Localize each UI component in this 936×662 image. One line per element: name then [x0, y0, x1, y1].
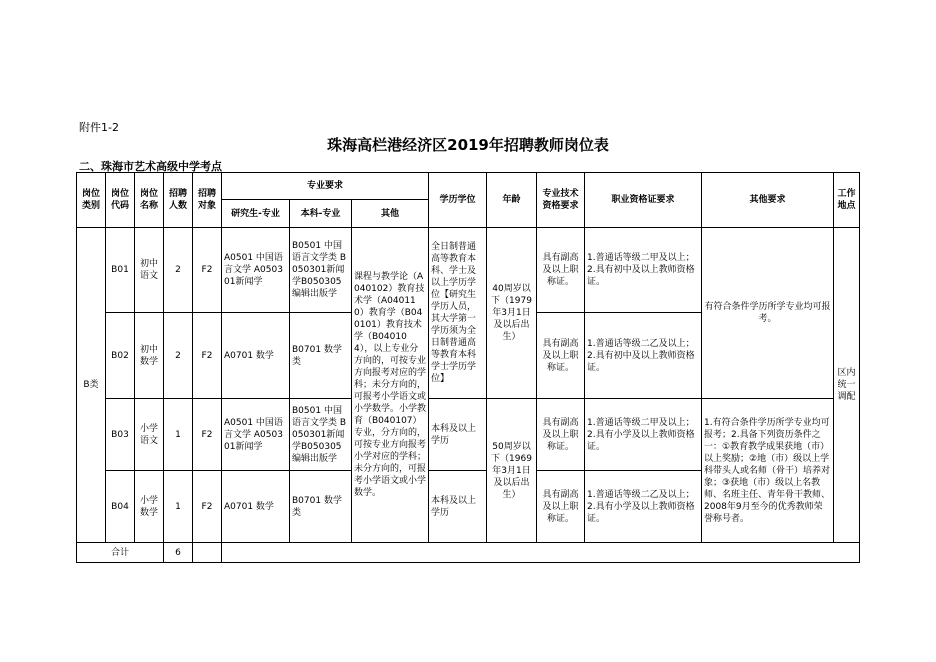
total-value: 6 [164, 543, 193, 563]
ug-major-cell: B0701 数学类 [290, 313, 352, 399]
header-row-1 [77, 173, 860, 200]
table-row [77, 228, 860, 313]
header-name: 岗位名称 [135, 173, 164, 228]
section-heading: 二、珠海市艺术高级中学考点 [79, 160, 222, 173]
header-cert: 职业资格证要求 [585, 173, 702, 228]
header-category: 岗位类别 [77, 173, 106, 228]
header-location: 工作地点 [834, 173, 860, 228]
header-major: 专业要求 [222, 173, 429, 200]
count-cell: 1 [164, 399, 193, 471]
count-cell: 1 [164, 471, 193, 543]
education-lower-cell: 本科及以上学历 [429, 471, 487, 543]
grad-major-cell: A0501 中国语言文学 A050301新闻学 [222, 399, 290, 471]
education-upper-cell: 全日制普通高等教育本科、学士及以上学历学位【研究生学历人员，其大学第一学历须为全日制普通高等教育本科学士学历学位】 [429, 228, 487, 399]
name-cell: 小学数学 [135, 471, 164, 543]
title-req-cell: 具有副高及以上职称证。 [537, 313, 585, 399]
header-grad-major: 研究生-专业 [222, 200, 290, 228]
count-cell: 2 [164, 228, 193, 313]
ug-major-cell: B0501 中国语言文学类 B050301新闻学B050305编辑出版学 [290, 228, 352, 313]
attachment-label: 附件1-2 [79, 121, 119, 134]
empty-cell [222, 543, 860, 563]
page-title: 珠海高栏港经济区2019年招聘教师岗位表 [327, 136, 609, 154]
header-other-major: 其他 [352, 200, 429, 228]
header-code: 岗位代码 [106, 173, 135, 228]
header-count: 招聘人数 [164, 173, 193, 228]
header-title-req: 专业技术资格要求 [537, 173, 585, 228]
category-cell: B类 [77, 228, 106, 543]
header-other-req: 其他要求 [702, 173, 834, 228]
cert-cell: 1.普通话等级二甲及以上；2.具有初中及以上教师资格证。 [585, 228, 702, 313]
target-cell: F2 [193, 471, 222, 543]
grad-major-cell: A0701 数学 [222, 313, 290, 399]
name-cell: 小学语文 [135, 399, 164, 471]
other-req-upper-cell: 有符合条件学历所学专业均可报考。 [702, 228, 834, 399]
cert-cell: 1.普通话等级二乙及以上；2.具有初中及以上教师资格证。 [585, 313, 702, 399]
location-cell: 区内统一调配 [834, 228, 860, 543]
other-req-lower-cell: 1.有符合条件学历所学专业均可报考；2.具备下列资历条件之一：①教育教学成果获地（市）以上奖励；②地（市）级以上学科带头人或名师（骨干）培养对象；③获地（市）级以上名教师、名班主任、青年骨干教师、2008年9月至今的优秀教师荣誉称号者。 [702, 399, 834, 543]
empty-cell [193, 543, 222, 563]
header-target: 招聘对象 [193, 173, 222, 228]
age-lower-cell: 50周岁以下（1969年3月1日及以后出生） [487, 399, 537, 543]
target-cell: F2 [193, 399, 222, 471]
cert-cell: 1.普通话等级二乙及以上；2.具有小学及以上教师资格证。 [585, 471, 702, 543]
other-major-cell: 课程与教学论（A040102）教育技术学（A040110）教育学（B040101）教育技术学（B040104），以上专业分方向的，可按专业方向报考对应的学科；未分方向的，可报考小学语文或小学数学。小学教育（B040107）专业，分方向的，可按专业方向报考小学对应的学科；未分方向的，可报考小学语文或小学数学。 [352, 228, 429, 543]
cert-cell: 1.普通话等级二甲及以上；2.具有小学及以上教师资格证。 [585, 399, 702, 471]
code-cell: B01 [106, 228, 135, 313]
name-cell: 初中数学 [135, 313, 164, 399]
header-ug-major: 本科-专业 [290, 200, 352, 228]
grad-major-cell: A0701 数学 [222, 471, 290, 543]
ug-major-cell: B0501 中国语言文学类 B050301新闻学B050305编辑出版学 [290, 399, 352, 471]
header-education: 学历学位 [429, 173, 487, 228]
grad-major-cell: A0501 中国语言文学 A050301新闻学 [222, 228, 290, 313]
code-cell: B04 [106, 471, 135, 543]
age-upper-cell: 40周岁以下（1979年3月1日及以后出生） [487, 228, 537, 399]
target-cell: F2 [193, 228, 222, 313]
recruitment-table [76, 172, 860, 563]
count-cell: 2 [164, 313, 193, 399]
header-age: 年龄 [487, 173, 537, 228]
ug-major-cell: B0701 数学类 [290, 471, 352, 543]
code-cell: B02 [106, 313, 135, 399]
title-req-cell: 具有副高及以上职称证。 [537, 471, 585, 543]
target-cell: F2 [193, 313, 222, 399]
total-label: 合计 [77, 543, 164, 563]
title-req-cell: 具有副高及以上职称证。 [537, 399, 585, 471]
total-row [77, 543, 860, 563]
title-req-cell: 具有副高及以上职称证。 [537, 228, 585, 313]
name-cell: 初中语文 [135, 228, 164, 313]
code-cell: B03 [106, 399, 135, 471]
education-lower-cell: 本科及以上学历 [429, 399, 487, 471]
table-row [77, 399, 860, 471]
